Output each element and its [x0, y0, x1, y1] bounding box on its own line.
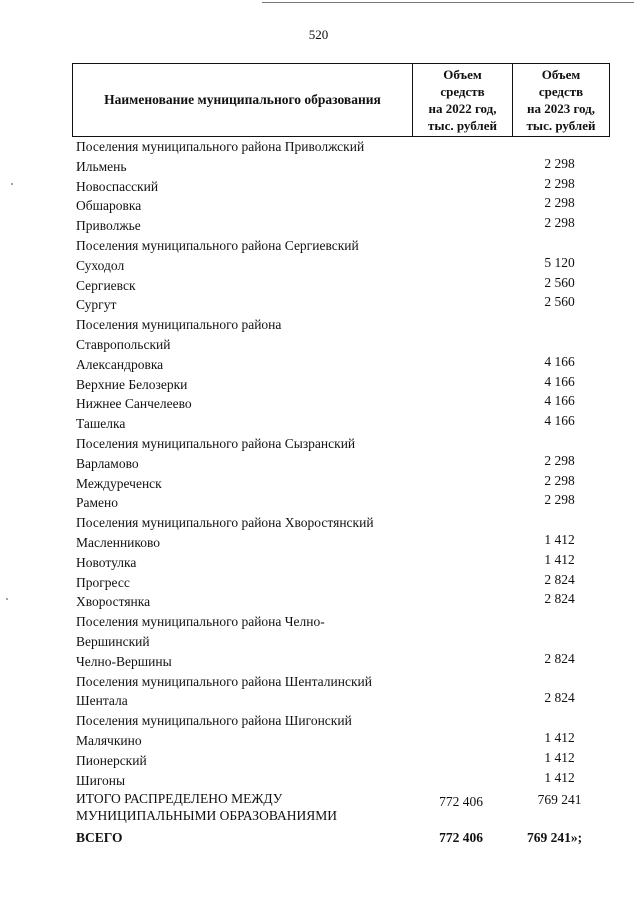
header-2023-line: средств: [538, 84, 584, 99]
table-row: [72, 652, 610, 672]
row-name: Междуреченск: [76, 475, 162, 491]
allocation-table: [72, 63, 610, 848]
row-value-2023: 2 298: [544, 155, 575, 171]
row-value-2023: 2 298: [544, 472, 575, 488]
header-2023-line: тыс. рублей: [526, 118, 596, 133]
table-row: [72, 493, 610, 513]
row-name: Поселения муниципального района Челно-: [76, 614, 325, 630]
row-name: Ставропольский: [76, 336, 171, 352]
row-name: Поселения муниципального района Приволжский: [76, 139, 365, 154]
table-row: [72, 771, 610, 791]
row-name: Новотулка: [76, 554, 137, 570]
header-2022-line: Объем: [443, 67, 482, 82]
total-distributed-label: ИТОГО РАСПРЕДЕЛЕНО МЕЖДУ МУНИЦИПАЛЬНЫМИ ОБРАЗОВАНИЯМИ: [76, 791, 337, 824]
row-value-2023: 2 560: [544, 294, 575, 310]
row-name: Александровка: [76, 356, 164, 372]
table-row: [72, 691, 610, 711]
table-header: [72, 63, 610, 137]
grand-total-2023: 769 241»;: [527, 830, 583, 846]
row-name: Поселения муниципального района Шигонский: [76, 713, 352, 729]
row-name: Сергиевск: [76, 277, 136, 293]
row-value-2023: 2 298: [544, 452, 575, 468]
row-value-2023: 1 412: [544, 531, 575, 547]
top-border-line: [262, 2, 634, 3]
row-name: Нижнее Санчелеево: [76, 396, 192, 412]
total-distributed-2022: 772 406: [439, 794, 483, 810]
row-name: Масленниково: [76, 534, 161, 550]
row-name: Шентала: [76, 693, 128, 709]
table-body: [72, 137, 610, 790]
row-name: Вершинский: [76, 633, 150, 649]
row-value-2023: 2 824: [544, 650, 575, 666]
grand-total-row: [72, 828, 610, 848]
row-name: Варламово: [76, 455, 139, 471]
total-distributed-row: [72, 790, 610, 828]
row-name: Шигоны: [76, 772, 126, 788]
row-name: Суходол: [76, 257, 125, 273]
row-value-2023: 2 298: [544, 195, 575, 211]
row-name: Поселения муниципального района: [76, 317, 282, 333]
row-value-2023: 4 166: [544, 373, 575, 389]
scan-speck: [11, 183, 13, 185]
header-2022-line: тыс. рублей: [428, 118, 497, 133]
row-value-2023: 2 560: [544, 274, 575, 290]
header-2022: [412, 64, 512, 136]
grand-total-2022: 772 406: [439, 830, 483, 846]
row-value-2023: 4 166: [544, 353, 575, 369]
row-value-2023: 2 824: [544, 690, 575, 706]
header-2022-line: на 2022 год,: [428, 101, 497, 116]
table-row: [72, 295, 610, 315]
row-name: Новоспасский: [76, 178, 159, 194]
total-distributed-2023: 769 241: [537, 792, 582, 808]
table-row: [72, 414, 610, 434]
row-value-2023: 2 824: [544, 571, 575, 587]
row-name: Ташелка: [76, 416, 126, 432]
row-value-2023: 2 824: [544, 591, 575, 607]
header-2022-line: средств: [440, 84, 485, 99]
row-value-2023: 2 298: [544, 492, 575, 508]
row-name: Поселения муниципального района Шенталинский: [76, 673, 372, 689]
row-name: Ильмень: [76, 158, 127, 174]
row-value-2023: 1 412: [544, 551, 575, 567]
table-row: [72, 315, 610, 335]
row-name: Прогресс: [76, 574, 130, 590]
row-name: Рамено: [76, 495, 119, 511]
row-name: Сургут: [76, 297, 117, 313]
row-name: Хворостянка: [76, 594, 151, 610]
header-2023: [512, 64, 609, 136]
table-row: [72, 592, 610, 612]
header-2023-line: Объем: [541, 67, 581, 82]
table-row: [72, 612, 610, 632]
row-name: Приволжье: [76, 218, 141, 234]
row-value-2023: 4 166: [544, 413, 575, 429]
row-name: Малячкино: [76, 732, 142, 748]
row-name: Верхние Белозерки: [76, 376, 188, 392]
table-row: [72, 216, 610, 236]
page-number: 520: [308, 27, 329, 42]
scan-speck: [6, 598, 8, 600]
row-value-2023: 5 120: [544, 254, 575, 270]
row-value-2023: 1 412: [544, 749, 575, 765]
row-name: Поселения муниципального района Сызранский: [76, 435, 356, 451]
header-name: Наименование муниципального образования: [104, 92, 381, 107]
header-2023-line: на 2023 год,: [526, 101, 596, 116]
row-name: Пионерский: [76, 752, 147, 768]
grand-total-label: ВСЕГО: [76, 830, 123, 846]
row-name: Поселения муниципального района Хворостянский: [76, 515, 374, 531]
row-name: Обшаровка: [76, 198, 142, 214]
row-value-2023: 1 412: [544, 729, 575, 745]
row-value-2023: 2 298: [544, 175, 575, 191]
row-name: Поселения муниципального района Сергиевский: [76, 237, 359, 253]
row-value-2023: 2 298: [544, 215, 575, 231]
row-value-2023: 4 166: [544, 393, 575, 409]
row-value-2023: 1 412: [544, 769, 575, 785]
row-name: Челно-Вершины: [76, 653, 172, 669]
